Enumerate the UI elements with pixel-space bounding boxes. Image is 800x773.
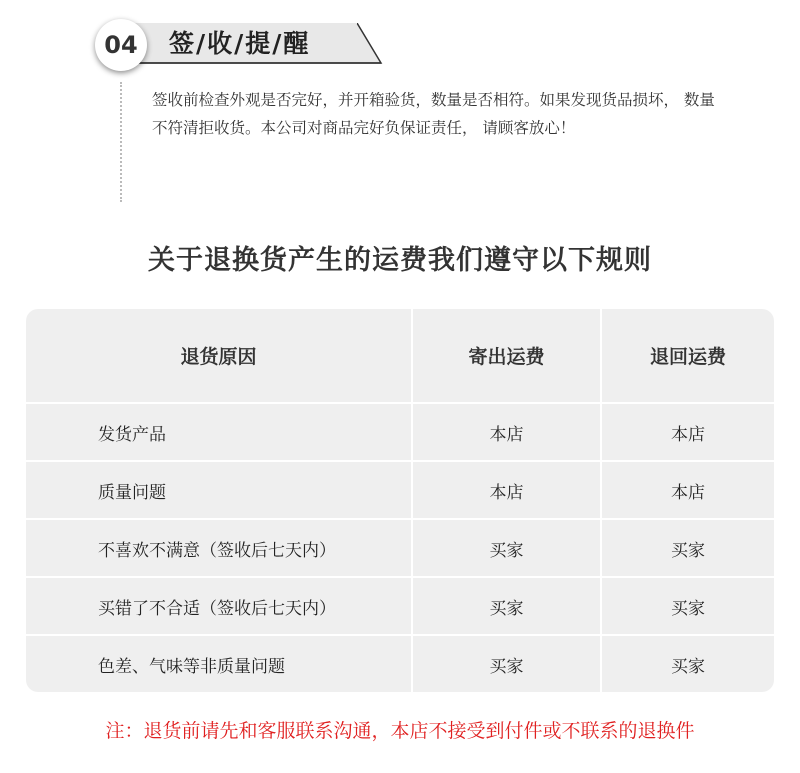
shipping-rules-table bbox=[26, 309, 774, 692]
column-header-return-fee: 退回运费 bbox=[600, 309, 774, 402]
section-title-bar bbox=[131, 23, 383, 65]
row-return-fee: 买家 bbox=[600, 520, 774, 576]
section-title: 签/收/提/醒 bbox=[169, 29, 311, 58]
table-row bbox=[26, 520, 774, 576]
row-send-fee: 买家 bbox=[411, 636, 600, 692]
row-send-fee: 买家 bbox=[411, 578, 600, 634]
row-return-fee: 本店 bbox=[600, 404, 774, 460]
notice-divider bbox=[120, 82, 122, 202]
row-send-fee: 本店 bbox=[411, 462, 600, 518]
rules-heading: 关于退换货产生的运费我们遵守以下规则 bbox=[148, 245, 652, 276]
row-reason: 色差、气味等非质量问题 bbox=[98, 656, 285, 677]
row-reason: 发货产品 bbox=[98, 424, 166, 445]
row-send-fee: 买家 bbox=[411, 520, 600, 576]
row-reason: 不喜欢不满意（签收后七天内） bbox=[98, 540, 336, 561]
table-header-row bbox=[26, 309, 774, 402]
row-return-fee: 买家 bbox=[600, 578, 774, 634]
table-row bbox=[26, 578, 774, 634]
row-send-fee: 本店 bbox=[411, 404, 600, 460]
table-row bbox=[26, 636, 774, 692]
row-return-fee: 本店 bbox=[600, 462, 774, 518]
row-return-fee: 买家 bbox=[600, 636, 774, 692]
table-row bbox=[26, 462, 774, 518]
row-reason: 买错了不合适（签收后七天内） bbox=[98, 598, 336, 619]
table-row bbox=[26, 404, 774, 460]
section-number-badge: 04 bbox=[95, 19, 147, 71]
column-header-reason: 退货原因 bbox=[180, 346, 257, 368]
row-reason: 质量问题 bbox=[98, 482, 166, 503]
notice-text: 签收前检查外观是否完好，并开箱验货，数量是否相符。如果发现货品损坏， 数量不符清拒收货。本公司对商品完好负保证责任， 请顾客放心！ bbox=[152, 91, 715, 137]
column-header-send-fee: 寄出运费 bbox=[411, 309, 600, 402]
footer-note: 注：退货前请先和客服联系沟通，本店不接受到付件或不联系的退换件 bbox=[105, 720, 695, 742]
section-header bbox=[95, 16, 395, 72]
